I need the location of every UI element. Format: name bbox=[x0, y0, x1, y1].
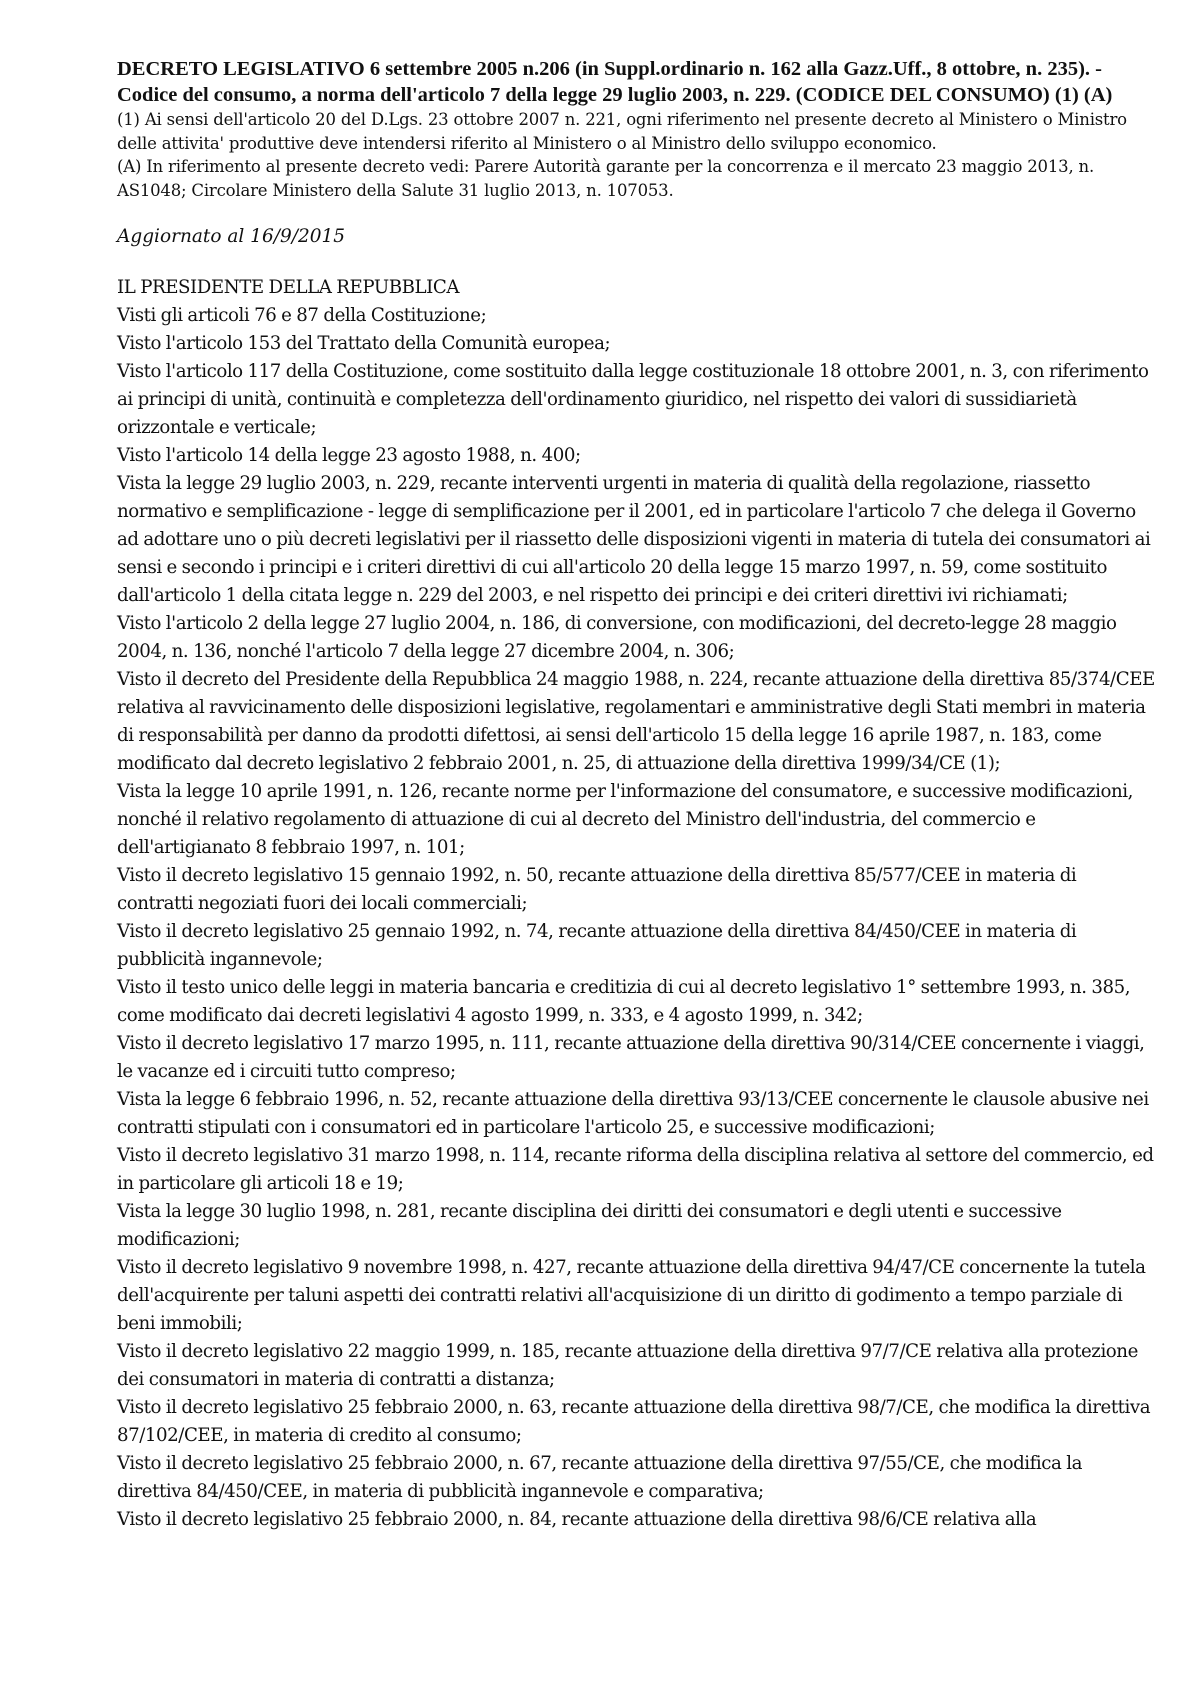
paragraph: Vista la legge 10 aprile 1991, n. 126, recante norme per l'informazione del consumatore, e successive modificazioni, nonché il relativo regolamento di attuazione di cui al decreto del Ministro dell'industria, del commercio e dell'artigianato 8 febbraio 1997, n. 101; bbox=[117, 781, 1133, 858]
updated-date: Aggiornato al 16/9/2015 bbox=[117, 226, 346, 247]
paragraph: Vista la legge 29 luglio 2003, n. 229, recante interventi urgenti in materia di qualità della regolazione, riassetto normativo e semplificazione - legge di semplificazione per il 2001, ed in particolare l'articolo 7 che delega il Governo ad adottare uno o più decreti legislativi per il riassetto delle disposizioni vigenti in materia di tutela dei consumatori ai sensi e secondo i principi e i criteri direttivi di cui all'articolo 20 della legge 15 marzo 1997, n. 59, come sostituito dall'articolo 1 della citata legge n. 229 del 2003, e nel rispetto dei principi e dei criteri direttivi ivi richiamati; bbox=[117, 473, 1151, 606]
footnote: (1) Ai sensi dell'articolo 20 del D.Lgs. 23 ottobre 2007 n. 221, ogni riferimento nel presente decreto al Ministero o Ministro delle attivita' produttive deve intendersi riferito al Ministero o al Ministro dello sviluppo economico. bbox=[117, 110, 1127, 153]
paragraph: Vista la legge 6 febbraio 1996, n. 52, recante attuazione della direttiva 93/13/CEE concernente le clausole abusive nei contratti stipulati con i consumatori ed in particolare l'articolo 25, e successive modificazioni; bbox=[117, 1089, 1149, 1138]
paragraph: Visto il decreto legislativo 31 marzo 1998, n. 114, recante riforma della disciplina relativa al settore del commercio, ed in particolare gli articoli 18 e 19; bbox=[117, 1145, 1154, 1194]
paragraph: Visto il decreto legislativo 25 febbraio 2000, n. 63, recante attuazione della direttiva 98/7/CE, che modifica la direttiva 87/102/CEE, in materia di credito al consumo; bbox=[117, 1397, 1151, 1446]
heading-president: IL PRESIDENTE DELLA REPUBBLICA bbox=[117, 277, 460, 298]
paragraph: Vista la legge 30 luglio 1998, n. 281, recante disciplina dei diritti dei consumatori e degli utenti e successive modificazioni; bbox=[117, 1201, 1062, 1250]
paragraph: Visto l'articolo 153 del Trattato della Comunità europea; bbox=[117, 333, 611, 354]
paragraph: Visto il testo unico delle leggi in materia bancaria e creditizia di cui al decreto legislativo 1° settembre 1993, n. 385, come modificato dai decreti legislativi 4 agosto 1999, n. 333, e 4 agosto 1999, n. 342; bbox=[117, 977, 1131, 1026]
paragraph: Visto l'articolo 2 della legge 27 luglio 2004, n. 186, di conversione, con modificazioni, del decreto-legge 28 maggio 2004, n. 136, nonché l'articolo 7 della legge 27 dicembre 2004, n. 306; bbox=[117, 613, 1117, 662]
footnote: (A) In riferimento al presente decreto vedi: Parere Autorità garante per la concorrenza e il mercato 23 maggio 2013, n. AS1048; Circolare Ministero della Salute 31 luglio 2013, n. 107053. bbox=[117, 157, 1095, 200]
document-body bbox=[117, 274, 1157, 1534]
paragraph: Visto il decreto legislativo 17 marzo 1995, n. 111, recante attuazione della direttiva 90/314/CEE concernente i viaggi, le vacanze ed i circuiti tutto compreso; bbox=[117, 1033, 1145, 1082]
paragraph: Visto il decreto legislativo 25 febbraio 2000, n. 67, recante attuazione della direttiva 97/55/CE, che modifica la direttiva 84/450/CEE, in materia di pubblicità ingannevole e comparativa; bbox=[117, 1453, 1082, 1502]
paragraph: Visto il decreto del Presidente della Repubblica 24 maggio 1988, n. 224, recante attuazione della direttiva 85/374/CEE relativa al ravvicinamento delle disposizioni legislative, regolamentari e amministrative degli Stati membri in materia di responsabilità per danno da prodotti difettosi, ai sensi dell'articolo 15 della legge 16 aprile 1987, n. 183, come modificato dal decreto legislativo 2 febbraio 2001, n. 25, di attuazione della direttiva 1999/34/CE (1); bbox=[117, 669, 1155, 774]
paragraph: Visto il decreto legislativo 22 maggio 1999, n. 185, recante attuazione della direttiva 97/7/CE relativa alla protezione dei consumatori in materia di contratti a distanza; bbox=[117, 1341, 1138, 1390]
paragraph: Visti gli articoli 76 e 87 della Costituzione; bbox=[117, 305, 487, 326]
paragraph: Visto il decreto legislativo 25 gennaio 1992, n. 74, recante attuazione della direttiva 84/450/CEE in materia di pubblicità ingannevole; bbox=[117, 921, 1077, 970]
paragraph: Visto l'articolo 117 della Costituzione, come sostituito dalla legge costituzionale 18 ottobre 2001, n. 3, con riferimento ai principi di unità, continuità e completezza dell'ordinamento giuridico, nel rispetto dei valori di sussidiarietà orizzontale e verticale; bbox=[117, 361, 1149, 438]
document-page bbox=[117, 56, 1157, 1534]
document-title: DECRETO LEGISLATIVO 6 settembre 2005 n.206 (in Suppl.ordinario n. 162 alla Gazz.Uff., 8 ottobre, n. 235). - Codice del consumo, a norma dell'articolo 7 della legge 29 luglio 2003, n. 229. (CODICE DEL CONSUMO) (1) (A) bbox=[117, 58, 1113, 106]
footnotes bbox=[117, 108, 1157, 202]
paragraph: Visto il decreto legislativo 15 gennaio 1992, n. 50, recante attuazione della direttiva 85/577/CEE in materia di contratti negoziati fuori dei locali commerciali; bbox=[117, 865, 1077, 914]
paragraph: Visto il decreto legislativo 9 novembre 1998, n. 427, recante attuazione della direttiva 94/47/CE concernente la tutela dell'acquirente per taluni aspetti dei contratti relativi all'acquisizione di un diritto di godimento a tempo parziale di beni immobili; bbox=[117, 1257, 1146, 1334]
paragraph: Visto l'articolo 14 della legge 23 agosto 1988, n. 400; bbox=[117, 445, 581, 466]
paragraph: Visto il decreto legislativo 25 febbraio 2000, n. 84, recante attuazione della direttiva 98/6/CE relativa alla bbox=[117, 1509, 1037, 1530]
